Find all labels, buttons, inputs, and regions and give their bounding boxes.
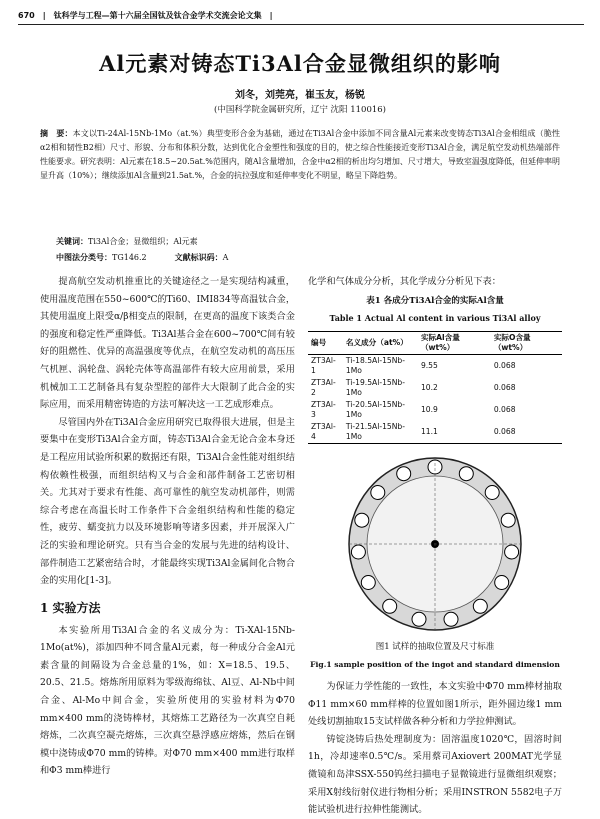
table-row: ZT3Al-3 Ti-20.5Al-15Nb-1Mo 10.9 0.068 <box>311 399 516 419</box>
paper-title: Al元素对铸态Ti3Al合金显微组织的影响 <box>99 51 501 76</box>
sample-hole <box>397 466 411 480</box>
methods-paragraph-cont: 化学和气体成分分析，其化学成分分析见下表： <box>308 276 501 287</box>
doc-code: A <box>222 253 229 262</box>
sample-hole <box>383 599 397 613</box>
table-header: 编号 <box>311 337 327 347</box>
section-title-methods: 1 实验方法 <box>40 600 101 615</box>
figure-caption-cn: 图1 试样的抽取位置及尺寸标准 <box>375 641 495 652</box>
left-column <box>40 273 295 780</box>
table-header: 名义成分（at%） <box>345 337 408 347</box>
authors: 刘冬，刘莞亮，崔玉友，杨锐 <box>235 90 365 101</box>
methods-paragraph-1: 本实验所用Ti3Al合金的名义成分为：Ti-XAl-15Nb-1Mo(at%)，添加四种不同含量Al元素，每一种成分合金Al元素含量的间隔设为合金总量的1%，如：X=18.5、19.5、20.5、21.5。熔炼所用原料为零级海绵钛、Al豆、Al-Nb中间合金、Al-Mo中间合金，实验所使用的实验材料为Φ70 mm×400 mm的浇铸棒材，其熔炼工艺路径为一次真空自耗熔炼，二次真空凝壳熔炼，三次真空悬浮感应熔炼，然后在钢模中浇铸成Φ70 mm的铸棒。对Φ70 mm×400 mm进行取样和Φ3 mm棒进行 <box>40 624 295 777</box>
sample-hole <box>361 575 375 589</box>
figure-caption-en: Fig.1 sample position of the ingot and standard dimension <box>310 660 560 670</box>
sample-hole <box>371 485 385 499</box>
keywords <box>56 236 560 247</box>
sample-hole <box>444 612 458 626</box>
sample-hole <box>428 460 442 474</box>
methods-paragraph-2: 为保证力学性能的一致性，本文实验中Φ70 mm棒材抽取Φ11 mm×60 mm样棒的位置如图1所示，距外圆边缘1 mm处线切割抽取15支试样做各种分析和力学拉伸测试。 <box>308 680 562 728</box>
sample-hole <box>505 545 519 559</box>
methods-paragraph-3: 铸锭浇铸后热处理制度为：固溶温度1020℃，固溶时间1h，冷却速率0.5℃/s。采用蔡司Axiovert 200MAT光学显微镜和岛津SSX-550钨丝扫描电子显微镜进行显微组织观察；采用X射线衍射仪进行物相分析；采用INSTRON 5582电子万能试验机进行拉伸性能测试。 <box>308 733 562 816</box>
table-row: ZT3Al-1 Ti-18.5Al-15Nb-1Mo 9.55 0.068 <box>311 355 516 375</box>
page-number: 670 <box>18 10 35 20</box>
sample-hole <box>351 545 365 559</box>
sample-hole <box>473 599 487 613</box>
sample-hole <box>495 575 509 589</box>
journal-name: 钛科学与工程—第十六届全国钛及钛合金学术交流会论文集 <box>53 10 262 20</box>
sample-hole <box>501 513 515 527</box>
ingot-cross-section-drawing <box>308 452 562 637</box>
intro-paragraph-2: 尽管国内外在Ti3Al合金应用研究已取得很大进展，但是主要集中在变形Ti3Al合金方面，铸态Ti3Al合金无论合金本身还是工程应用试验所积累的数据还有限，Ti3Al合金性能对组织结构依赖性极强，而组织结构又与合金和部件制备工艺密切相关。尤其对于要求有性能、高可靠性的航空发动机部件，则需综合考虑在高温长时工作条件下合金组织结构和性能的稳定性，疲劳、蠕变抗力以及环境影响等诸多因素，并开展深入广泛的实验和理论研究。只有当合金的发展与先进的结构设计、部件制造工艺紧密结合时，才能最终实现Ti3Al金属间化合物合金的实用化[1-3]。 <box>40 416 295 587</box>
table-row: ZT3Al-2 Ti-19.5Al-15Nb-1Mo 10.2 0.068 <box>311 377 516 397</box>
affiliation: (中国科学院金属研究所，辽宁 沈阳 110016) <box>214 105 386 115</box>
abstract <box>40 126 560 183</box>
sample-hole <box>485 485 499 499</box>
abstract-text: 本文以Ti-24Al-15Nb-1Mo（at.%）典型变形合金为基础，通过在Ti3Al合金中添加不同含量Al元素来改变铸态Ti3Al合金相组成（脆性α2相和韧性B2相）尺寸、形貌、分布和体积分数，达到优化合金塑性和强度的目的，使之综合性能接近变形Ti3Al合金，满足航空发动机热端部件性能要求。研究表明：Al元素在18.5~20.5at.%范围内，随Al含量增加，合金中α2相的析出均匀增加、尺寸增大，导致室温强度降低，但延伸率明显升高（10%）；继续添加Al含量到21.5at.%，合金的抗拉强度和延伸率变化不明显，略呈下降趋势。 <box>40 129 560 180</box>
keywords-label: 关键词： <box>56 236 88 246</box>
ingot-sample-figure <box>308 452 562 637</box>
intro-paragraph-1: 提高航空发动机推重比的关键途径之一是实现结构减重，使用温度范围在550~600℃的Ti60、IMI834等高温钛合金，其使用温度上限受α/β相变点的限制，在更高的温度下该类合金的强度和稳定性严重降低。Ti3Al基合金在600~700℃间有较好的阻燃性、优异的高温强度等优点，在航空发动机的高压压气机匣、涡轮盘、涡轮壳体等高温部件有较大应用前景，采用机械加工工艺制备具有复杂型腔的部件大大限制了此合金的实际应用，而采用精密铸造的方法可解决这一工艺成形难点。 <box>40 276 296 411</box>
classification-line: 中图法分类号：TG146.2 文献标识码：A <box>56 252 229 262</box>
table-header: 实际O含量（wt%） <box>493 332 531 352</box>
running-header: 670 | 钛科学与工程—第十六届全国钛及钛合金学术交流会论文集 | <box>18 6 584 25</box>
keywords-text: Ti3Al合金；显微组织；Al元素 <box>88 237 198 246</box>
clc-number: TG146.2 <box>112 253 147 262</box>
table-header-row <box>308 331 562 354</box>
abstract-label: 摘 要： <box>40 128 73 138</box>
right-column <box>308 273 562 819</box>
table-row: ZT3Al-4 Ti-21.5Al-15Nb-1Mo 11.1 0.068 <box>308 421 562 444</box>
table-caption-cn: 表1 各成分Ti3Al合金的实际Al含量 <box>366 295 504 306</box>
sample-hole <box>412 612 426 626</box>
composition-table <box>308 331 562 444</box>
table-caption-en: Table 1 Actual Al content in various Ti3Al alloy <box>329 313 541 324</box>
table-header: 实际Al含量（wt%） <box>420 332 460 352</box>
sample-hole <box>459 466 473 480</box>
sample-hole <box>355 513 369 527</box>
